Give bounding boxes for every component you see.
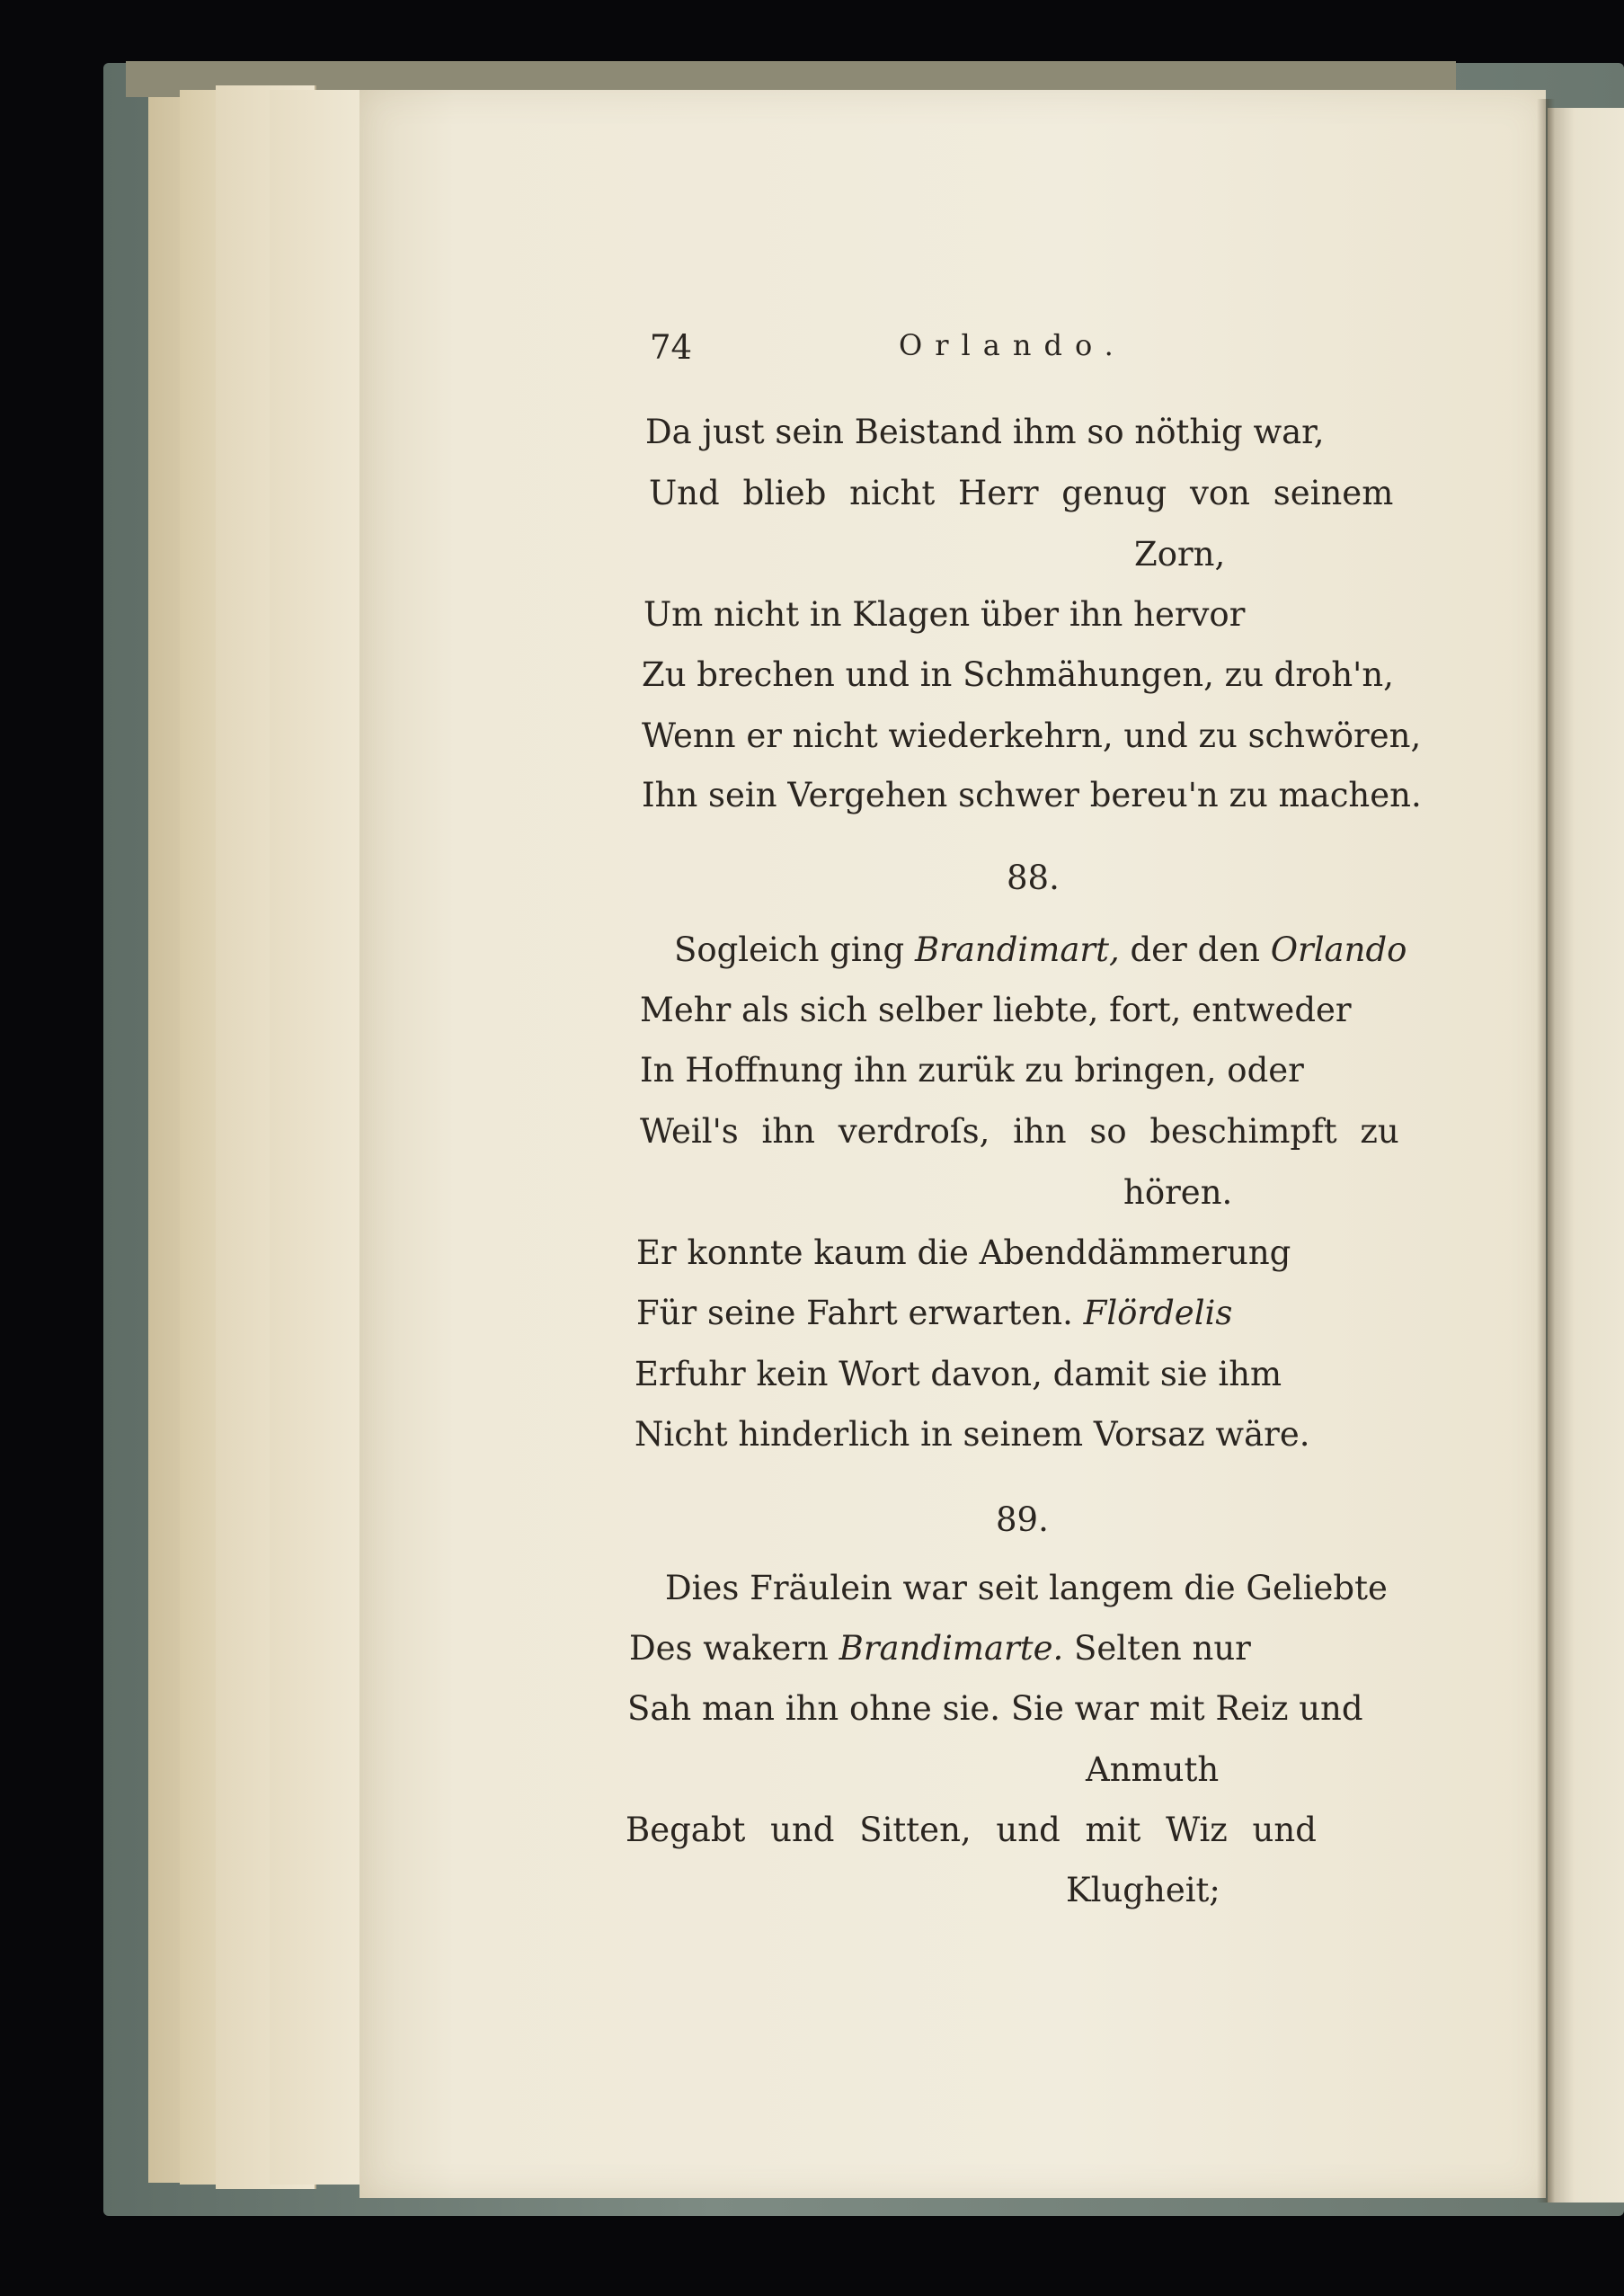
verse-line: Zorn,	[1134, 535, 1226, 574]
stanza-number: 88.	[1007, 859, 1060, 897]
verse-line: Klugheit;	[1066, 1871, 1220, 1909]
verse-line: Dies Fräulein war seit langem die Geliebte	[665, 1569, 1388, 1607]
verse-line: Und blieb nicht Herr genug von seinem	[649, 474, 1394, 512]
page-edge	[270, 90, 370, 2185]
facing-page	[1548, 108, 1624, 2203]
verse-line: Sah man ihn ohne sie. Sie war mit Reiz und	[627, 1689, 1363, 1728]
stanza-number: 89.	[996, 1500, 1049, 1539]
verse-line: In Hoffnung ihn zurük zu bringen, oder	[640, 1051, 1304, 1090]
running-title: Orlando.	[899, 328, 1126, 362]
verse-name: Brandimarte.	[839, 1629, 1064, 1668]
verse-line: hören.	[1123, 1173, 1233, 1212]
verse-line: Nicht hinderlich in seinem Vorsaz wäre.	[635, 1415, 1310, 1454]
verse-text: der den	[1119, 930, 1271, 969]
verse-line	[674, 930, 1407, 969]
verse-line: Weil's ihn verdroſs, ihn so beschimpft zu	[640, 1112, 1399, 1151]
verse-text: Für seine Fahrt erwarten.	[636, 1294, 1084, 1332]
verse-text: Selten nur	[1063, 1629, 1251, 1668]
verse-name: Flördelis	[1083, 1294, 1233, 1332]
verse-line: Begabt und Sitten, und mit Wiz und	[626, 1811, 1317, 1849]
page-number: 74	[650, 328, 693, 367]
verse-line: Er konnte kaum die Abenddämmerung	[636, 1233, 1291, 1272]
verse-line: Anmuth	[1086, 1750, 1220, 1789]
verse-text: Sogleich ging	[674, 930, 915, 969]
verse-line: Ihn sein Vergehen schwer bereu'n zu machen.	[642, 776, 1422, 814]
verse-name: Brandimart,	[914, 930, 1120, 969]
verse-line: Zu brechen und in Schmähungen, zu droh'n,	[642, 655, 1394, 694]
verse-line: Wenn er nicht wiederkehrn, und zu schwören,	[642, 716, 1422, 755]
verse-name: Orlando	[1270, 930, 1407, 969]
verse-line: Um nicht in Klagen über ihn hervor	[643, 595, 1246, 634]
verse-line: Mehr als sich selber liebte, fort, entweder	[640, 991, 1352, 1029]
verse-line: Erfuhr kein Wort davon, damit sie ihm	[635, 1355, 1282, 1393]
verse-text: Des wakern	[629, 1629, 839, 1668]
verse-line	[629, 1629, 1251, 1668]
verse-line: Da just sein Beistand ihm so nöthig war,	[645, 413, 1325, 451]
gutter-shadow	[1537, 99, 1555, 2203]
verse-line	[636, 1296, 1232, 1330]
